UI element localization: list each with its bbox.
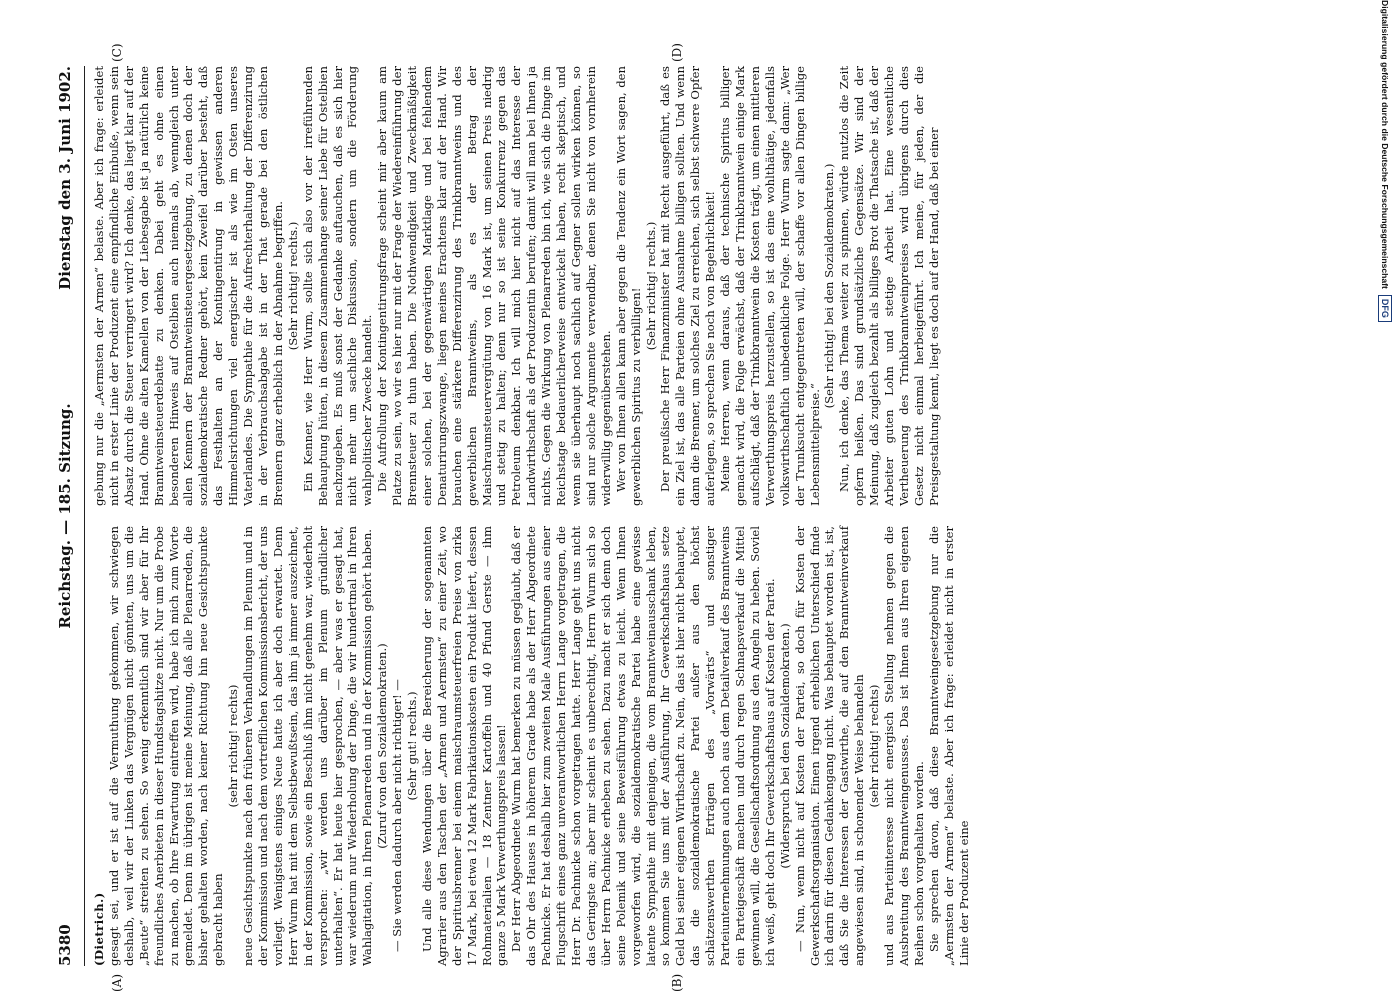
paragraph: Der preußische Herr Finanzminister hat mit Recht ausgeführt, daß es ein Ziel ist, das alle Parteien ohne Ausnahme billigen sollten. Und wenn dann die Brenner, um solches Ziel zu erreichen, sich selbst schwere Opfer auferlegen, so sprechen Sie noch von Begehrlichkeit! [658,66,718,506]
paragraph: und aus Parteiinteresse nicht energisch Stellung nehmen gegen die Ausbreitung des Branntweingenusses. Das ist Ihnen aus Ihren eigenen Reihen schon vorgehalten worden. [882,526,926,966]
interjection: (Widerspruch bei den Sozialdemokraten.) [777,623,792,869]
scanned-page [50,40,1370,1000]
paragraph: neue Gesichtspunkte nach den früheren Verhandlungen im Plenum und in der Kommission und nach dem vortrefflichen Kommissionsbericht, der uns vorliegt. Wenigstens einiges Neue hatte ich aber doch erwartet. Denn Herr Wurm hat mit dem Selbstbewußtsein, das ihm ja immer auszeichnet, in der Kommission, sowie ein Beschluß ihm nicht genehm war, wiederholt versprochen: „wir werden uns darüber im Plenum gründlicher unterhalten“. Er hat heute hier gesprochen, — aber was er gesagt hat, war wiederum nur Wiederholung der Dinge, die wir hundertmal in Ihren Wahlagitation, in Ihren Plenarreden und in der Kommission gehört haben. [241,525,375,966]
paragraph: Nun, ich denke, das Thema weiter zu spinnen, würde nutzlos die Zeit opfern heißen. Das sind grundsätzliche Gegensätze. Wir sind der Meinung, daß zugleich bezahlt als billiges Brot die Thatsache ist, daß der Arbeiter guten Lohn und stetige Arbeit hat. Eine wesentliche Vertheuerung des Trinkbranntweinpreises wird übrigens durch dies Gesetz nicht einmal herbeigeführt. Ich meine, für jeden, der die Preisgestaltung kennt, liegt es doch auf der Hand, daß bei einer [837,66,941,506]
paragraph: Die Aufrollung der Kontingentirungsfrage scheint mir aber kaum am Platze zu sein, wo wir es hier nur mit der Frage der Wiedereinführung der Brennsteuer zu thun haben. Die Nothwendigkeit und Zweckmäßigkeit einer solchen, bei der gegenwärtigen Marktlage und bei fehlendem Denaturirungszwange, liegen meines Erachtens klar auf der Hand. Wir brauchen eine stärkere Differenzirung des Trinkbranntweins und des gewerblichen Branntweins, als es der Betrag der Maischraumsteuervergütung von 16 Mark ist, um seinen Preis niedrig und stetig zu halten; denn nur so ist seine Konkurrenz gegen das Petroleum denkbar. Ich will mich hier nicht auf das Interesse der Landwirthschaft als der Produzentin berufen; damit will man bei Ihnen ja nichts. Gegen die Wirkung von Plenarreden bin ich, wie sich die Dinge im Reichstage bedauerlicherweise entwickelt haben, recht skeptisch, und wenn sie überhaupt noch sachlich auf Gegner sollen wirken können, so sind nur solche Argumente verwendbar, denen Sie nicht von vornherein widerwillig gegenüberstehen. [375,66,613,506]
paragraph: Meine Herren, wenn daraus, daß der technische Spiritus billiger gemacht wird, die Folge erwächst, daß der Trinkbranntwein einige Mark aufschlägt, daß der Trinkbranntwein die Kosten trägt, um einen mittleren Verwerthungspreis herzustellen, so ist das eine wohlthätige, jedenfalls volkswirthschaftlich unbedenkliche Folge. Herr Wurm sagte dann: „Wer der Trunksucht entgegentreten will, der schaffe vor allen Dingen billige Lebensmittelpreise.“ [718,66,822,506]
paragraph: Wer von Ihnen allen kann aber gegen die Tendenz ein Wort sagen, den gewerblichen Spiritus zu verbilligen! [613,66,643,506]
margin-marker-b: (B) [670,973,684,992]
paragraph: Und alle diese Wendungen über die Bereicherung der sogenannten Agrarier aus den Taschen der „Armen und Aermsten“ zu einer Zeit, wo der Spiritusbrenner bei einem maischraumsteuerfreien Preise von zirka 17 Mark, bei etwa 12 Mark Fabrikationskosten ein Produkt liefert, dessen Rohmaterialien — 18 Zentner Kartoffeln und 40 Pfund Gerste — ihm ganze 5 Mark Verwerthungspreis lassen! [419,526,509,966]
interjection: (Sehr gut! rechts.) [405,691,420,801]
page-number: 5380 [56,924,74,966]
interjection: (Zuruf von den Sozialdemokraten.) [375,643,390,849]
dfg-logo: DFG [1378,295,1392,322]
session-date: Dienstag den 3. Juni 1902. [56,66,74,290]
interjection: (Sehr richtig! rechts.) [285,221,300,351]
interjection: (Sehr richtig! rechts.) [643,221,658,351]
funding-note: Digitalisierung gefördert durch die Deutsche Forschungsgemeinschaft [1380,0,1390,289]
paragraph: gesagt sei, und er ist auf die Vermuthung gekommen, wir schwiegen deshalb, weil wir der Linken das Vergnügen nicht gönnten, uns um die „Beute“ streiten zu sehen. So wenig erkenntlich sind wir aber für Ihr freundliches Anerbieten in dieser Hundstagshitze nicht. Nur um die Probe zu machen, ob Ihre Erwartung eintreffen wird, habe ich mich zum Worte gemeldet. Denn im übrigen ist meine Meinung, daß alle Plenarreden, die bisher gehalten worden, nach keiner Richtung hin neue Gesichtspunkte gebracht haben [106,526,226,966]
digitization-note [1375,0,1397,1000]
interjection: (sehr richtig! rechts) [226,684,241,808]
interjection: (sehr richtig! rechts) [867,684,882,808]
speaker-name: (Dietrich.) [92,892,106,966]
paragraph: — Sie werden dadurch aber nicht richtiger! — [390,679,405,952]
paragraph: Ein Kenner, wie Herr Wurm, sollte sich also vor der irreführenden Behauptung hüten, in diesem Zusammenhange seiner Liebe für Ostelbien nachzugeben. Es muß sonst der Gedanke auftauchen, daß es sich hier nicht mehr um sachliche Diskussion, sondern um die Förderung wahlpolitischer Zwecke handelt. [300,66,375,506]
running-head [56,66,82,966]
paragraph: Sie sprechen davon, daß diese Branntweingesetzgebung nur die „Aermsten der Armen“ belaste. Aber ich frage: erleidet nicht in erster Linie der Produzent eine [926,526,971,966]
right-column [92,66,942,506]
margin-marker-d: (D) [670,43,684,62]
interjection: (Sehr richtig! bei den Sozialdemokraten.) [822,163,837,409]
margin-marker-a: (A) [110,973,124,992]
header-rule [84,66,85,966]
left-column [92,526,971,966]
paragraph: gebung nur die „Aermsten der Armen“ belaste. Aber ich frage: erleidet nicht in erster Linie der Produzent eine empfindliche Einbuße, wenn sein Absatz durch die Steuer verringert wird? Ich denke, das liegt klar auf der Hand. Ohne die alten Kamellen von der Liebesgabe ist ja natürlich keine Branntweinsteuerdebatte zu denken. Dabei geht es ohne einen besonderen Hinweis auf Ostelbien auch niemals ab, wenngleich unter allen Kennern der Branntweinsteuergesetzgebung, zu denen doch der sozialdemokratische Redner gehört, kein Zweifel darüber besteht, daß das Festhalten an der Kontingentirung in gewissen anderen Himmelsrichtungen viel energischer ist als wie im Osten unseres Vaterlandes. Die Sympathie für die Aufrechterhaltung der Differenzirung in der Verbrauchsabgabe ist in der That gerade bei den östlichen Brennern ganz erheblich in der Abnahme begriffen. [92,66,285,506]
running-title: Reichstag. — 185. Sitzung. [56,403,74,629]
margin-marker-c: (C) [110,43,124,62]
paragraph: Der Herr Abgeordnete Wurm hat bemerken zu müssen geglaubt, daß er das Ohr des Hauses in höherem Grade habe als der Herr Abgeordnete Pachnicke. Er hat deshalb hier zum zweiten Male Ausführungen aus einer Flugschrift eines ganz unverantwortlichen Herrn Lange vorgetragen, die Herr Dr. Pachnicke schon vorgetragen hatte. Herr Lange geht uns nicht das Geringste an; aber mir scheint es unberechtigt, Herrn Wurm sich so über Herrn Pachnicke erheben zu sehen. Dazu macht er sich denn doch seine Polemik und seine Beweisführung etwas zu leicht. Wenn Ihnen vorgeworfen wird, die sozialdemokratische Partei habe eine gewisse latente Sympathie mit denjenigen, die vom Branntweinausschank leben, so kommen Sie uns mit der Ausführung, Ihr Gewerkschaftshaus setze Geld bei seiner eigenen Wirthschaft zu. Nein, das ist hier nicht behauptet, das die sozialdemokratische Partei außer aus den höchst schätzenswerthen Erträgen des „Vorwärts“ und sonstiger Parteiunternehmungen auch noch aus dem Detailverkauf des Branntweins ein Parteigeschäft machen und durch regen Schnapsverkauf die Mittel gewinnen will, die Gesellschaftsordnung aus den Angeln zu heben. Soviel ich weiß, geht doch Ihr Gewerkschaftshaus auf Kosten der Partei. [509,526,777,966]
paragraph: — Nun, wenn nicht auf Kosten der Partei, so doch für Kosten der Gewerkschaftsorganisation. Einen irgend erheblichen Unterschied finde ich darin für diesen Gedankengang nicht. Was behauptet worden ist, ist, daß Sie die Interessen der Gastwirthe, die auf den Branntweinverkauf angewiesen sind, in schonender Weise behandeln [792,526,867,966]
